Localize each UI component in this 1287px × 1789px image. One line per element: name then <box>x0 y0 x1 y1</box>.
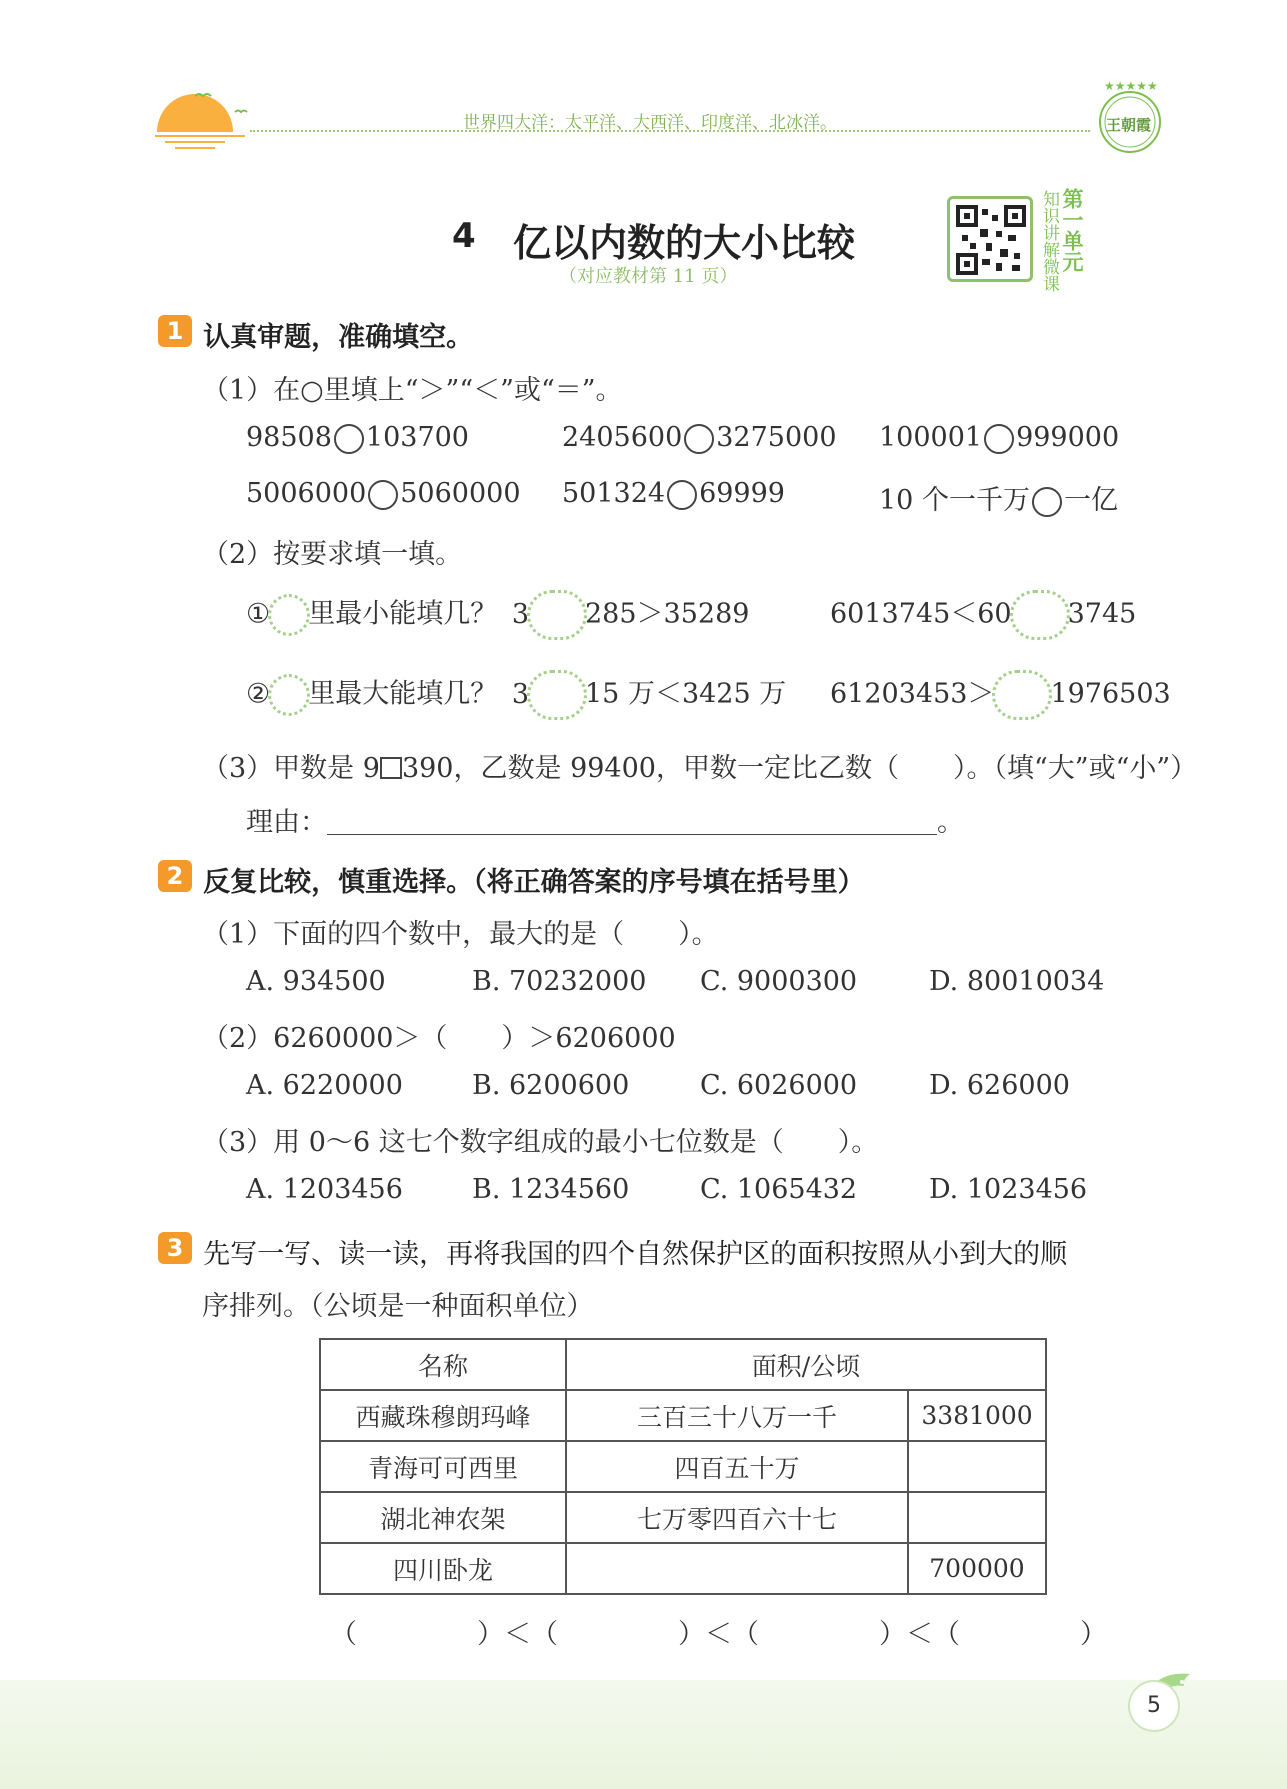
mc-option[interactable]: B. 6200600 <box>472 1070 630 1101</box>
answer-bubble[interactable] <box>527 590 587 640</box>
compare-item: 100001 999000 <box>879 422 1120 453</box>
logo-text: 王朝霞 <box>1106 116 1152 134</box>
answer-circle[interactable] <box>1032 487 1062 517</box>
compare-item: 2405600 3275000 <box>562 422 837 453</box>
table-row: 西藏珠穆朗玛峰 三百三十八万一千 3381000 <box>320 1390 1046 1441</box>
table-row: 青海可可西里 四百五十万 <box>320 1441 1046 1492</box>
section-number: 2 <box>158 860 192 892</box>
page-title: 亿以内数的大小比较 <box>513 221 856 265</box>
header-sun-icon <box>155 90 235 150</box>
mc-question: （1）下面的四个数中，最大的是（ ）。 <box>202 919 719 950</box>
mc-option[interactable]: A. 934500 <box>246 966 386 997</box>
section2-heading <box>158 860 865 899</box>
compare-item: 5006000 5060000 <box>246 478 521 509</box>
page-number: 5 <box>1147 1693 1161 1718</box>
bubble-icon <box>268 594 310 636</box>
q2-row-min: ① 里最小能填几？ 3 285＞35289 <box>246 590 749 640</box>
header-name: 名称 <box>320 1339 566 1390</box>
answer-circle[interactable] <box>334 424 364 454</box>
order-line: （ ）＜（ ）＜（ ）＜（ ） <box>330 1619 1107 1650</box>
reserve-table <box>319 1338 1047 1595</box>
header-slogan: 世界四大洋：太平洋、大西洋、印度洋、北冰洋。 <box>463 113 837 133</box>
mc-option[interactable]: B. 70232000 <box>472 966 647 997</box>
answer-bubble[interactable] <box>992 670 1052 720</box>
table-header-row <box>320 1339 1046 1390</box>
section-number: 3 <box>158 1232 192 1264</box>
svg-text:★★★★★: ★★★★★ <box>1104 79 1158 93</box>
mc-option[interactable]: C. 1065432 <box>700 1174 858 1205</box>
answer-bubble[interactable] <box>527 670 587 720</box>
section-title: 反复比较，慎重选择。（将正确答案的序号填在括号里） <box>203 867 865 898</box>
compare-item: 501324 69999 <box>562 478 785 509</box>
qr-code[interactable] <box>947 196 1033 282</box>
answer-circle[interactable] <box>667 480 697 510</box>
q1-prompt: （1）在○里填上“＞”“＜”或“＝”。 <box>202 375 623 406</box>
reason-line: 理由： 。 <box>246 807 964 838</box>
answer-circle[interactable] <box>368 480 398 510</box>
qr-caption-2: 第一单元 <box>1060 188 1084 272</box>
answer-circle[interactable] <box>984 424 1014 454</box>
mc-question: （3）用 0～6 这七个数字组成的最小七位数是（ ）。 <box>202 1127 879 1158</box>
header-area: 面积/公顷 <box>566 1339 1046 1390</box>
answer-circle[interactable] <box>684 424 714 454</box>
table-row: 四川卧龙 700000 <box>320 1543 1046 1594</box>
q3-question: （3）甲数是 9 390，乙数是 99400，甲数一定比乙数（ ）。（填“大”或“小”） <box>202 753 1198 784</box>
mc-option[interactable]: C. 9000300 <box>700 966 858 997</box>
qr-caption-1: 知识讲解微课 <box>1039 190 1059 292</box>
mc-option[interactable]: A. 1203456 <box>246 1174 403 1205</box>
mc-option[interactable]: B. 1234560 <box>472 1174 630 1205</box>
section-title: 先写一写、读一读，再将我国的四个自然保护区的面积按照从小到大的顺 <box>203 1239 1068 1270</box>
compare-item: 10 个一千万 一亿 <box>879 485 1118 516</box>
mc-option[interactable]: D. 626000 <box>929 1070 1070 1101</box>
blank-box[interactable] <box>380 757 402 779</box>
compare-item: 98508 103700 <box>246 422 469 453</box>
mc-option[interactable]: D. 80010034 <box>929 966 1105 997</box>
section3-heading <box>158 1232 1067 1271</box>
page-subtitle: （对应教材第 11 页） <box>559 266 738 287</box>
mc-option[interactable]: A. 6220000 <box>246 1070 403 1101</box>
publisher-logo <box>1090 78 1170 158</box>
section1-heading <box>158 315 473 354</box>
mc-option[interactable]: C. 6026000 <box>700 1070 858 1101</box>
q2-row-max: ② 里最大能填几？ 3 15 万＜3425 万 <box>246 670 786 720</box>
footer-band <box>0 1680 1287 1789</box>
answer-bubble[interactable] <box>1010 590 1070 640</box>
reason-blank[interactable] <box>327 806 937 835</box>
table-row: 湖北神农架 七万零四百六十七 <box>320 1492 1046 1543</box>
mc-question: （2）6260000＞（ ）＞6206000 <box>202 1023 676 1054</box>
lesson-number: 4 <box>452 216 476 256</box>
bubble-icon <box>268 674 310 716</box>
page-number-badge <box>1128 1680 1180 1732</box>
section-title-cont: 序排列。（公顷是一种面积单位） <box>202 1291 594 1322</box>
q2-row-max-b: 61203453＞ 1976503 <box>830 670 1171 720</box>
q2-row-min-b: 6013745＜60 3745 <box>830 590 1136 640</box>
section-title: 认真审题，准确填空。 <box>203 322 474 353</box>
q2-prompt: （2）按要求填一填。 <box>202 539 463 570</box>
mc-option[interactable]: D. 1023456 <box>929 1174 1088 1205</box>
section-number: 1 <box>158 315 192 347</box>
